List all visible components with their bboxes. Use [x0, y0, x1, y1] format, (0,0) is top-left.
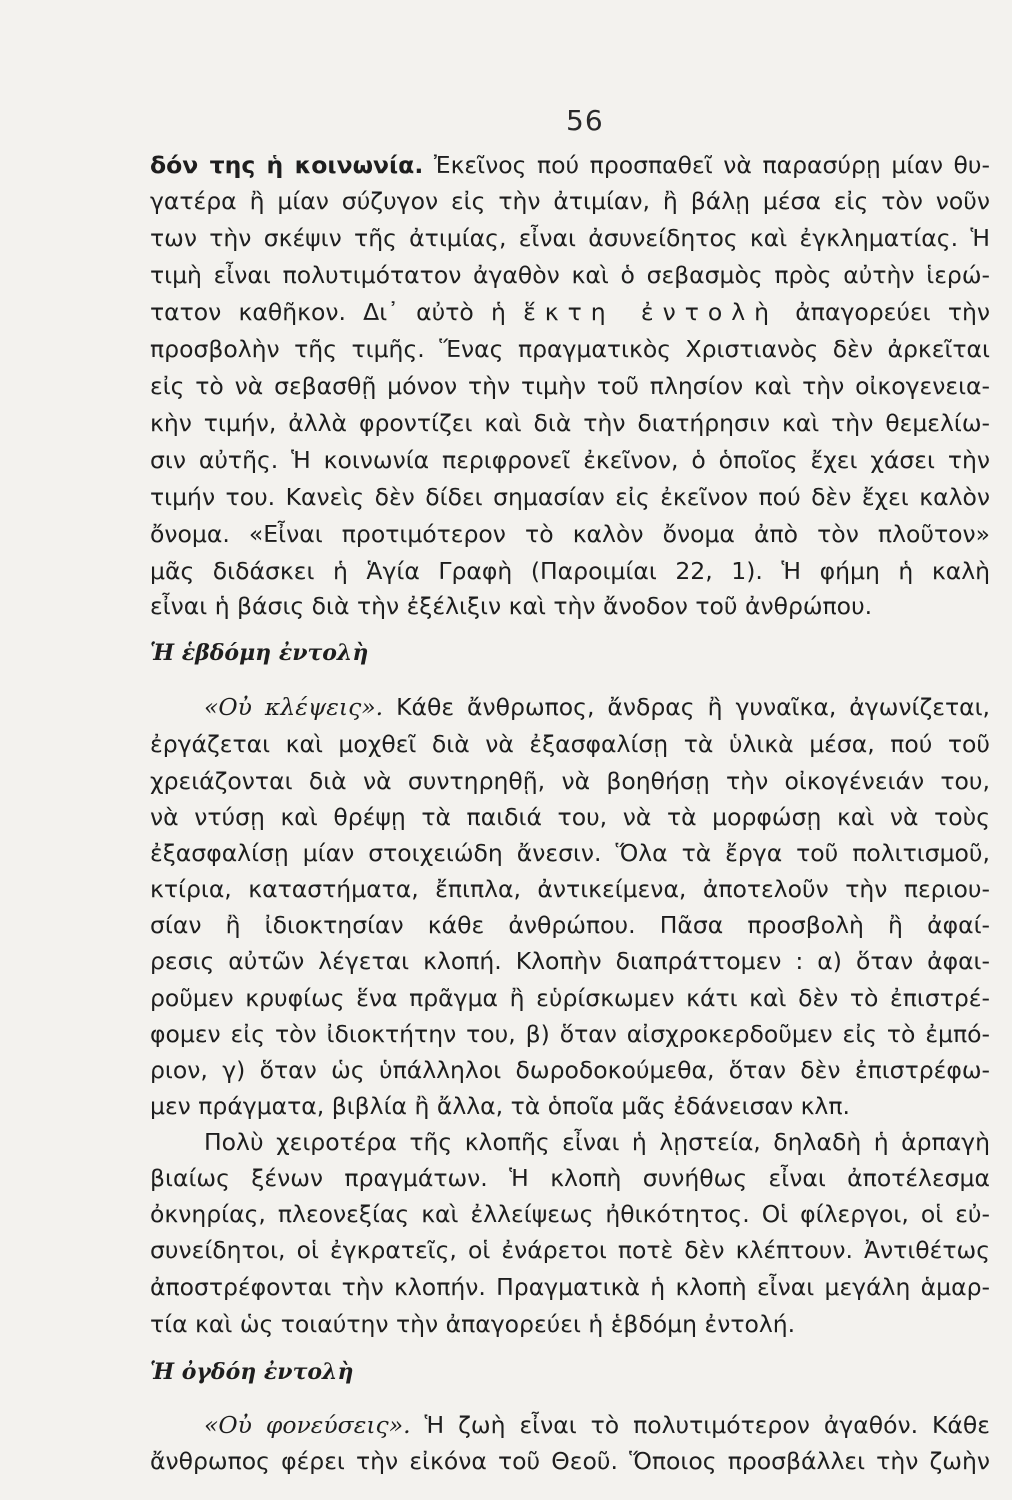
text-line: τιμήν του. Κανεὶς δὲν δίδει σημασίαν εἰς ἐκεῖνον πού δὲν ἔχει καλὸν — [150, 483, 990, 511]
text-line: γατέρα ἢ μίαν σύζυγον εἰς τὴν ἀτιμίαν, ἢ βάλῃ μέσα εἰς τὸν νοῦν — [150, 187, 990, 215]
bold-run: δόν της ἡ κοινωνία. — [150, 151, 424, 179]
text-line: εἶναι ἡ βάσις διὰ τὴν ἐξέλιξιν καὶ τὴν ἄνοδον τοῦ ἀνθρώπου. — [150, 592, 873, 620]
commandment-quote: «Οὐ φονεύσεις». — [204, 1411, 411, 1439]
text-line: νὰ ντύσῃ καὶ θρέψῃ τὰ παιδιά του, νὰ τὰ μορφώσῃ καὶ νὰ τοὺς — [150, 803, 990, 831]
text-line: σιν αὐτῆς. Ἡ κοινωνία περιφρονεῖ ἐκεῖνον, ὁ ὁποῖος ἔχει χάσει τὴν — [150, 446, 990, 474]
text-line — [204, 1410, 990, 1440]
text-line: ὀκνηρίας, πλεονεξίας καὶ ἐλλείψεως ἠθικότητος. Οἱ φίλεργοι, οἱ εὐ- — [150, 1200, 990, 1228]
text-run: Ἡ ζωὴ εἶναι τὸ πολυτιμότερον ἀγαθόν. Κάθε — [410, 1411, 991, 1439]
text-line: τιμὴ εἶναι πολυτιμότατον ἀγαθὸν καὶ ὁ σεβασμὸς πρὸς αὐτὴν ἱερώ- — [150, 261, 990, 289]
text-line: ροῦμεν κρυφίως ἕνα πρᾶγμα ἢ εὑρίσκωμεν κάτι καὶ δὲν τὸ ἐπιστρέ- — [150, 984, 990, 1012]
text-line: ἐξασφαλίσῃ μίαν στοιχειώδη ἄνεσιν. Ὅλα τὰ ἔργα τοῦ πολιτισμοῦ, — [150, 839, 990, 867]
text-line — [150, 150, 990, 180]
section-heading: Ἡ ὀγδόη ἐντολὴ — [150, 1359, 354, 1385]
text-line: των τὴν σκέψιν τῆς ἀτιμίας, εἶναι ἀσυνείδητος καὶ ἐγκληματίας. Ἡ — [150, 224, 990, 252]
text-line: χρειάζονται διὰ νὰ συντηρηθῇ, νὰ βοηθήσῃ τὴν οἰκογένειάν του, — [150, 767, 990, 795]
text-line: μᾶς διδάσκει ἡ Ἁγία Γραφὴ (Παροιμίαι 22, 1). Ἡ φήμη ἡ καλὴ — [150, 557, 990, 585]
text-line: φομεν εἰς τὸν ἰδιοκτήτην του, β) ὅταν αἰσχροκερδοῦμεν εἰς τὸ ἐμπό- — [150, 1020, 990, 1048]
commandment-quote: «Οὐ κλέψεις». — [204, 693, 384, 721]
text-line: κτίρια, καταστήματα, ἔπιπλα, ἀντικείμενα, ἀποτελοῦν τὴν περιου- — [150, 875, 990, 903]
text-run: ἀπαγορεύει τὴν — [778, 298, 990, 326]
text-line: προσβολὴν τῆς τιμῆς. Ἕνας πραγματικὸς Χριστιανὸς δὲν ἀρκεῖται — [150, 335, 990, 363]
text-line: ριον, γ) ὅταν ὡς ὑπάλληλοι δωροδοκούμεθα, ὅταν δὲν ἐπιστρέφω- — [150, 1056, 990, 1084]
text-line: μεν πράγματα, βιβλία ἢ ἄλλα, τὰ ὁποῖα μᾶς ἐδάνεισαν κλπ. — [150, 1092, 850, 1120]
text-line: ἄνθρωπος φέρει τὴν εἰκόνα τοῦ Θεοῦ. Ὅποιος προσβάλλει τὴν ζωὴν — [150, 1447, 990, 1475]
text-line: Πολὺ χειροτέρα τῆς κλοπῆς εἶναι ἡ λῃστεία, δηλαδὴ ἡ ἁρπαγὴ — [204, 1128, 990, 1156]
text-line: ὄνομα. «Εἶναι προτιμότερον τὸ καλὸν ὄνομα ἀπὸ τὸν πλοῦτον» — [150, 520, 990, 548]
text-line: συνείδητοι, οἱ ἐγκρατεῖς, οἱ ἐνάρετοι ποτὲ δὲν κλέπτουν. Ἀντιθέτως — [150, 1236, 990, 1264]
text-line: τία καὶ ὡς τοιαύτην τὴν ἀπαγορεύει ἡ ἑβδόμη ἐντολή. — [150, 1310, 796, 1338]
text-line: ἐργάζεται καὶ μοχθεῖ διὰ νὰ ἐξασφαλίσῃ τὰ ὑλικὰ μέσα, πού τοῦ — [150, 730, 990, 758]
text-line: σίαν ἢ ἰδιοκτησίαν κάθε ἀνθρώπου. Πᾶσα προσβολὴ ἢ ἀφαί- — [150, 911, 990, 939]
text-run: Ἐκεῖνος πού προσπαθεῖ νὰ παρασύρῃ μίαν θυ- — [423, 151, 990, 179]
text-line: βιαίως ξένων πραγμάτων. Ἡ κλοπὴ συνήθως εἶναι ἀποτέλεσμα — [150, 1164, 990, 1192]
text-line: κὴν τιμήν, ἀλλὰ φροντίζει καὶ διὰ τὴν διατήρησιν καὶ τὴν θεμελίω- — [150, 409, 990, 437]
text-line — [150, 297, 990, 327]
text-run: Κάθε ἄνθρωπος, ἄνδρας ἢ γυναῖκα, ἀγωνίζεται, — [383, 693, 991, 721]
section-heading: Ἡ ἑβδόμη ἐντολὴ — [150, 640, 369, 666]
text-line: ἀποστρέφονται τὴν κλοπήν. Πραγματικὰ ἡ κλοπὴ εἶναι μεγάλη ἁμαρ- — [150, 1273, 990, 1301]
spaced-emphasis: ἕκτη ἐντολὴ — [523, 298, 779, 326]
text-line: εἰς τὸ νὰ σεβασθῇ μόνον τὴν τιμὴν τοῦ πλησίον καὶ τὴν οἰκογενεια- — [150, 372, 990, 400]
text-run: τατον καθῆκον. Δι᾿ αὐτὸ ἡ — [150, 298, 524, 326]
text-line — [204, 692, 990, 722]
page-number: 56 — [566, 104, 604, 137]
text-line: ρεσις αὐτῶν λέγεται κλοπή. Κλοπὴν διαπράττομεν : α) ὅταν ἀφαι- — [150, 947, 990, 975]
